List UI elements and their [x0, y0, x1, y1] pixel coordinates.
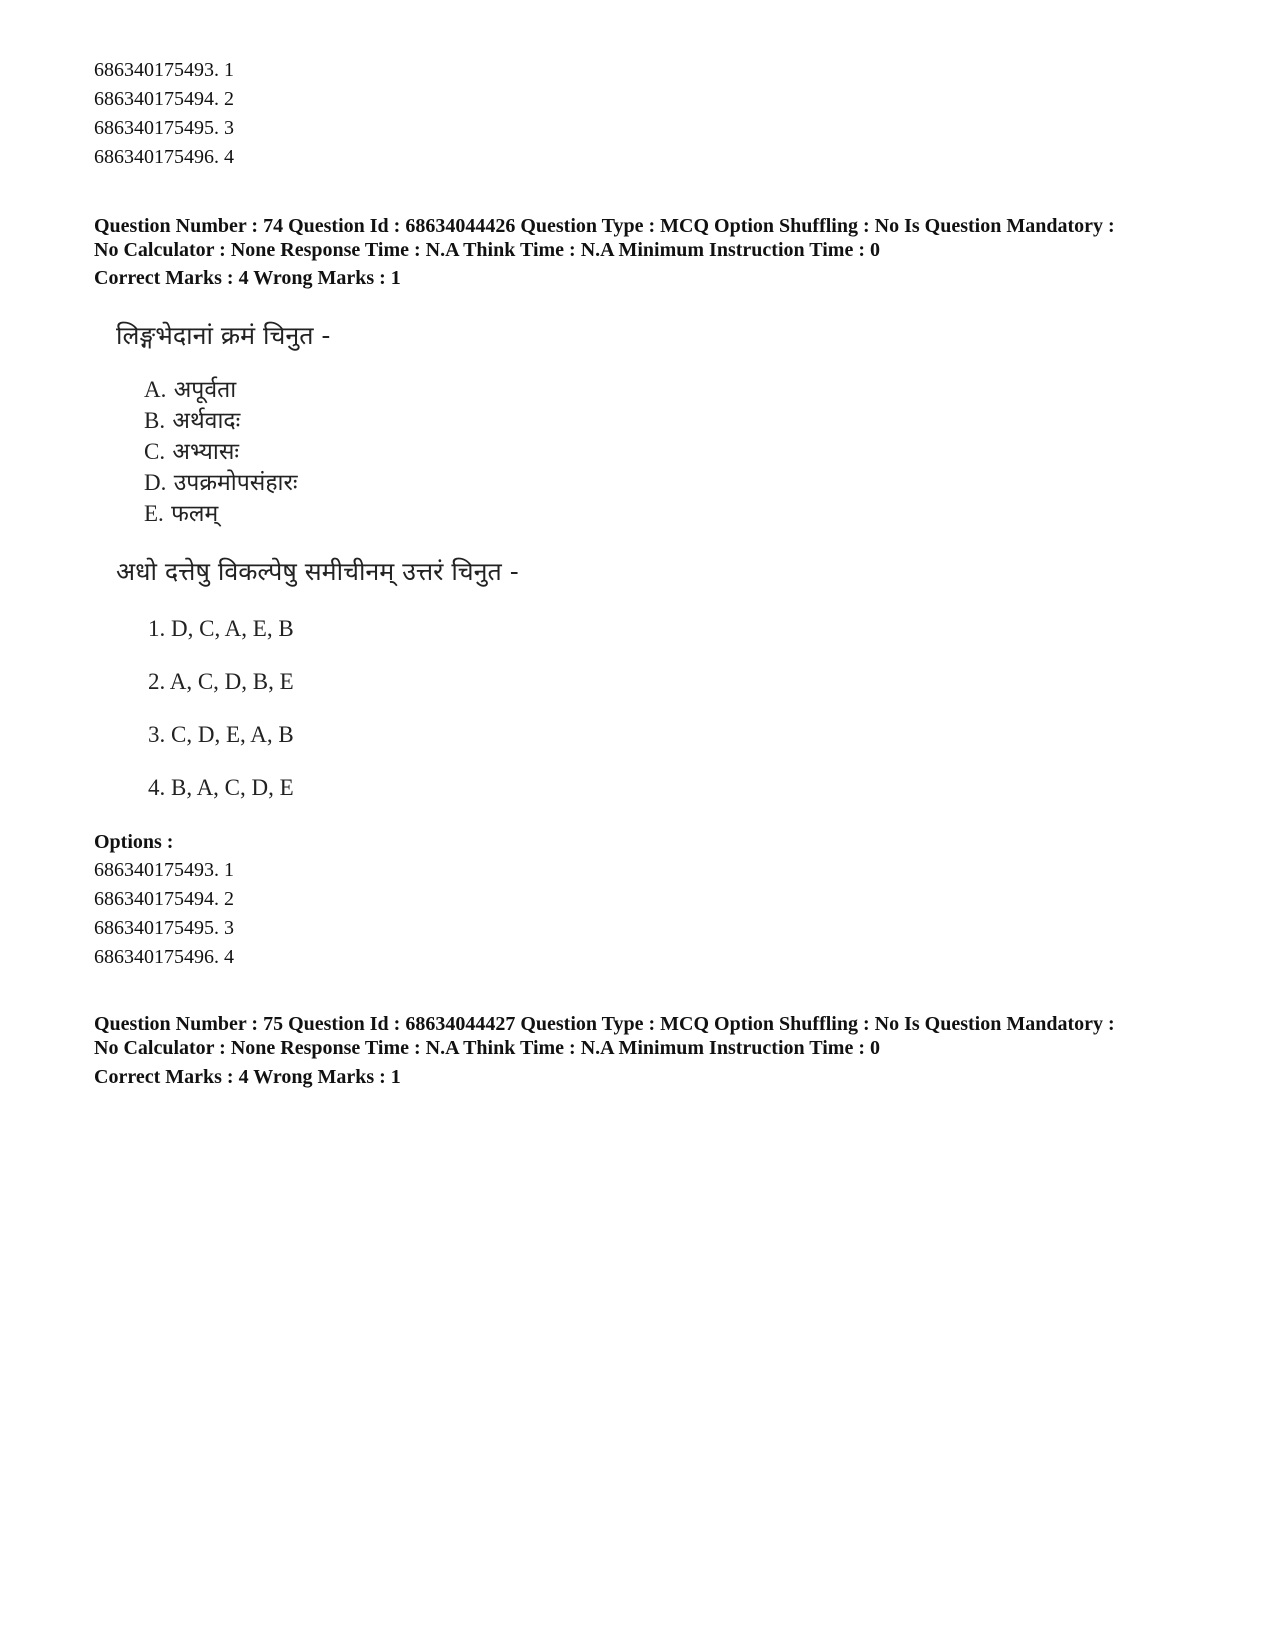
q74-choice-2: 2. A, C, D, B, E [148, 669, 294, 694]
item-letter: A. [144, 377, 167, 402]
option-row: 686340175493. 1 [94, 59, 234, 81]
previous-question-options [94, 56, 234, 172]
item-text: उपक्रमोपसंहारः [173, 470, 298, 496]
option-row: 686340175496. 4 [94, 146, 234, 168]
item-letter: B. [144, 408, 166, 433]
q74-options-label: Options : [94, 831, 174, 853]
q74-choice-4: 4. B, A, C, D, E [148, 775, 294, 800]
q74-item-c [144, 434, 239, 466]
item-text: अपूर्वता [173, 377, 237, 403]
q74-marks: Correct Marks : 4 Wrong Marks : 1 [94, 267, 401, 289]
q74-choice-1: 1. D, C, A, E, B [148, 616, 294, 641]
q74-choice-3: 3. C, D, E, A, B [148, 722, 294, 747]
q74-item-a [144, 372, 236, 404]
option-row: 686340175495. 3 [94, 117, 234, 139]
q74-header-line1: Question Number : 74 Question Id : 68634044426 Question Type : MCQ Option Shuffling : No Is Question Mandatory : [94, 215, 1115, 237]
option-row: 686340175494. 2 [94, 88, 234, 110]
option-row: 686340175496. 4 [94, 946, 234, 968]
q74-prompt: लिङ्गभेदानां क्रमं चिनुत - [116, 321, 331, 350]
item-letter: D. [144, 470, 167, 495]
item-text: अभ्यासः [172, 439, 240, 465]
q74-sub-prompt: अधो दत्तेषु विकल्पेषु समीचीनम् उत्तरं चिनुत - [116, 557, 519, 586]
q74-item-e [144, 496, 218, 528]
q75-marks: Correct Marks : 4 Wrong Marks : 1 [94, 1066, 401, 1088]
q74-item-b [144, 403, 240, 435]
option-row: 686340175494. 2 [94, 888, 234, 910]
option-row: 686340175493. 1 [94, 859, 234, 881]
item-text: फलम् [171, 501, 219, 527]
item-letter: C. [144, 439, 166, 464]
option-row: 686340175495. 3 [94, 917, 234, 939]
item-letter: E. [144, 501, 164, 526]
q74-options [94, 856, 234, 972]
q74-item-d [144, 465, 298, 497]
item-text: अर्थवादः [172, 408, 241, 434]
q75-header-line1: Question Number : 75 Question Id : 68634044427 Question Type : MCQ Option Shuffling : No Is Question Mandatory : [94, 1013, 1115, 1035]
q75-header-line2: No Calculator : None Response Time : N.A Think Time : N.A Minimum Instruction Time : 0 [94, 1037, 880, 1059]
q74-header-line2: No Calculator : None Response Time : N.A Think Time : N.A Minimum Instruction Time : 0 [94, 239, 880, 261]
